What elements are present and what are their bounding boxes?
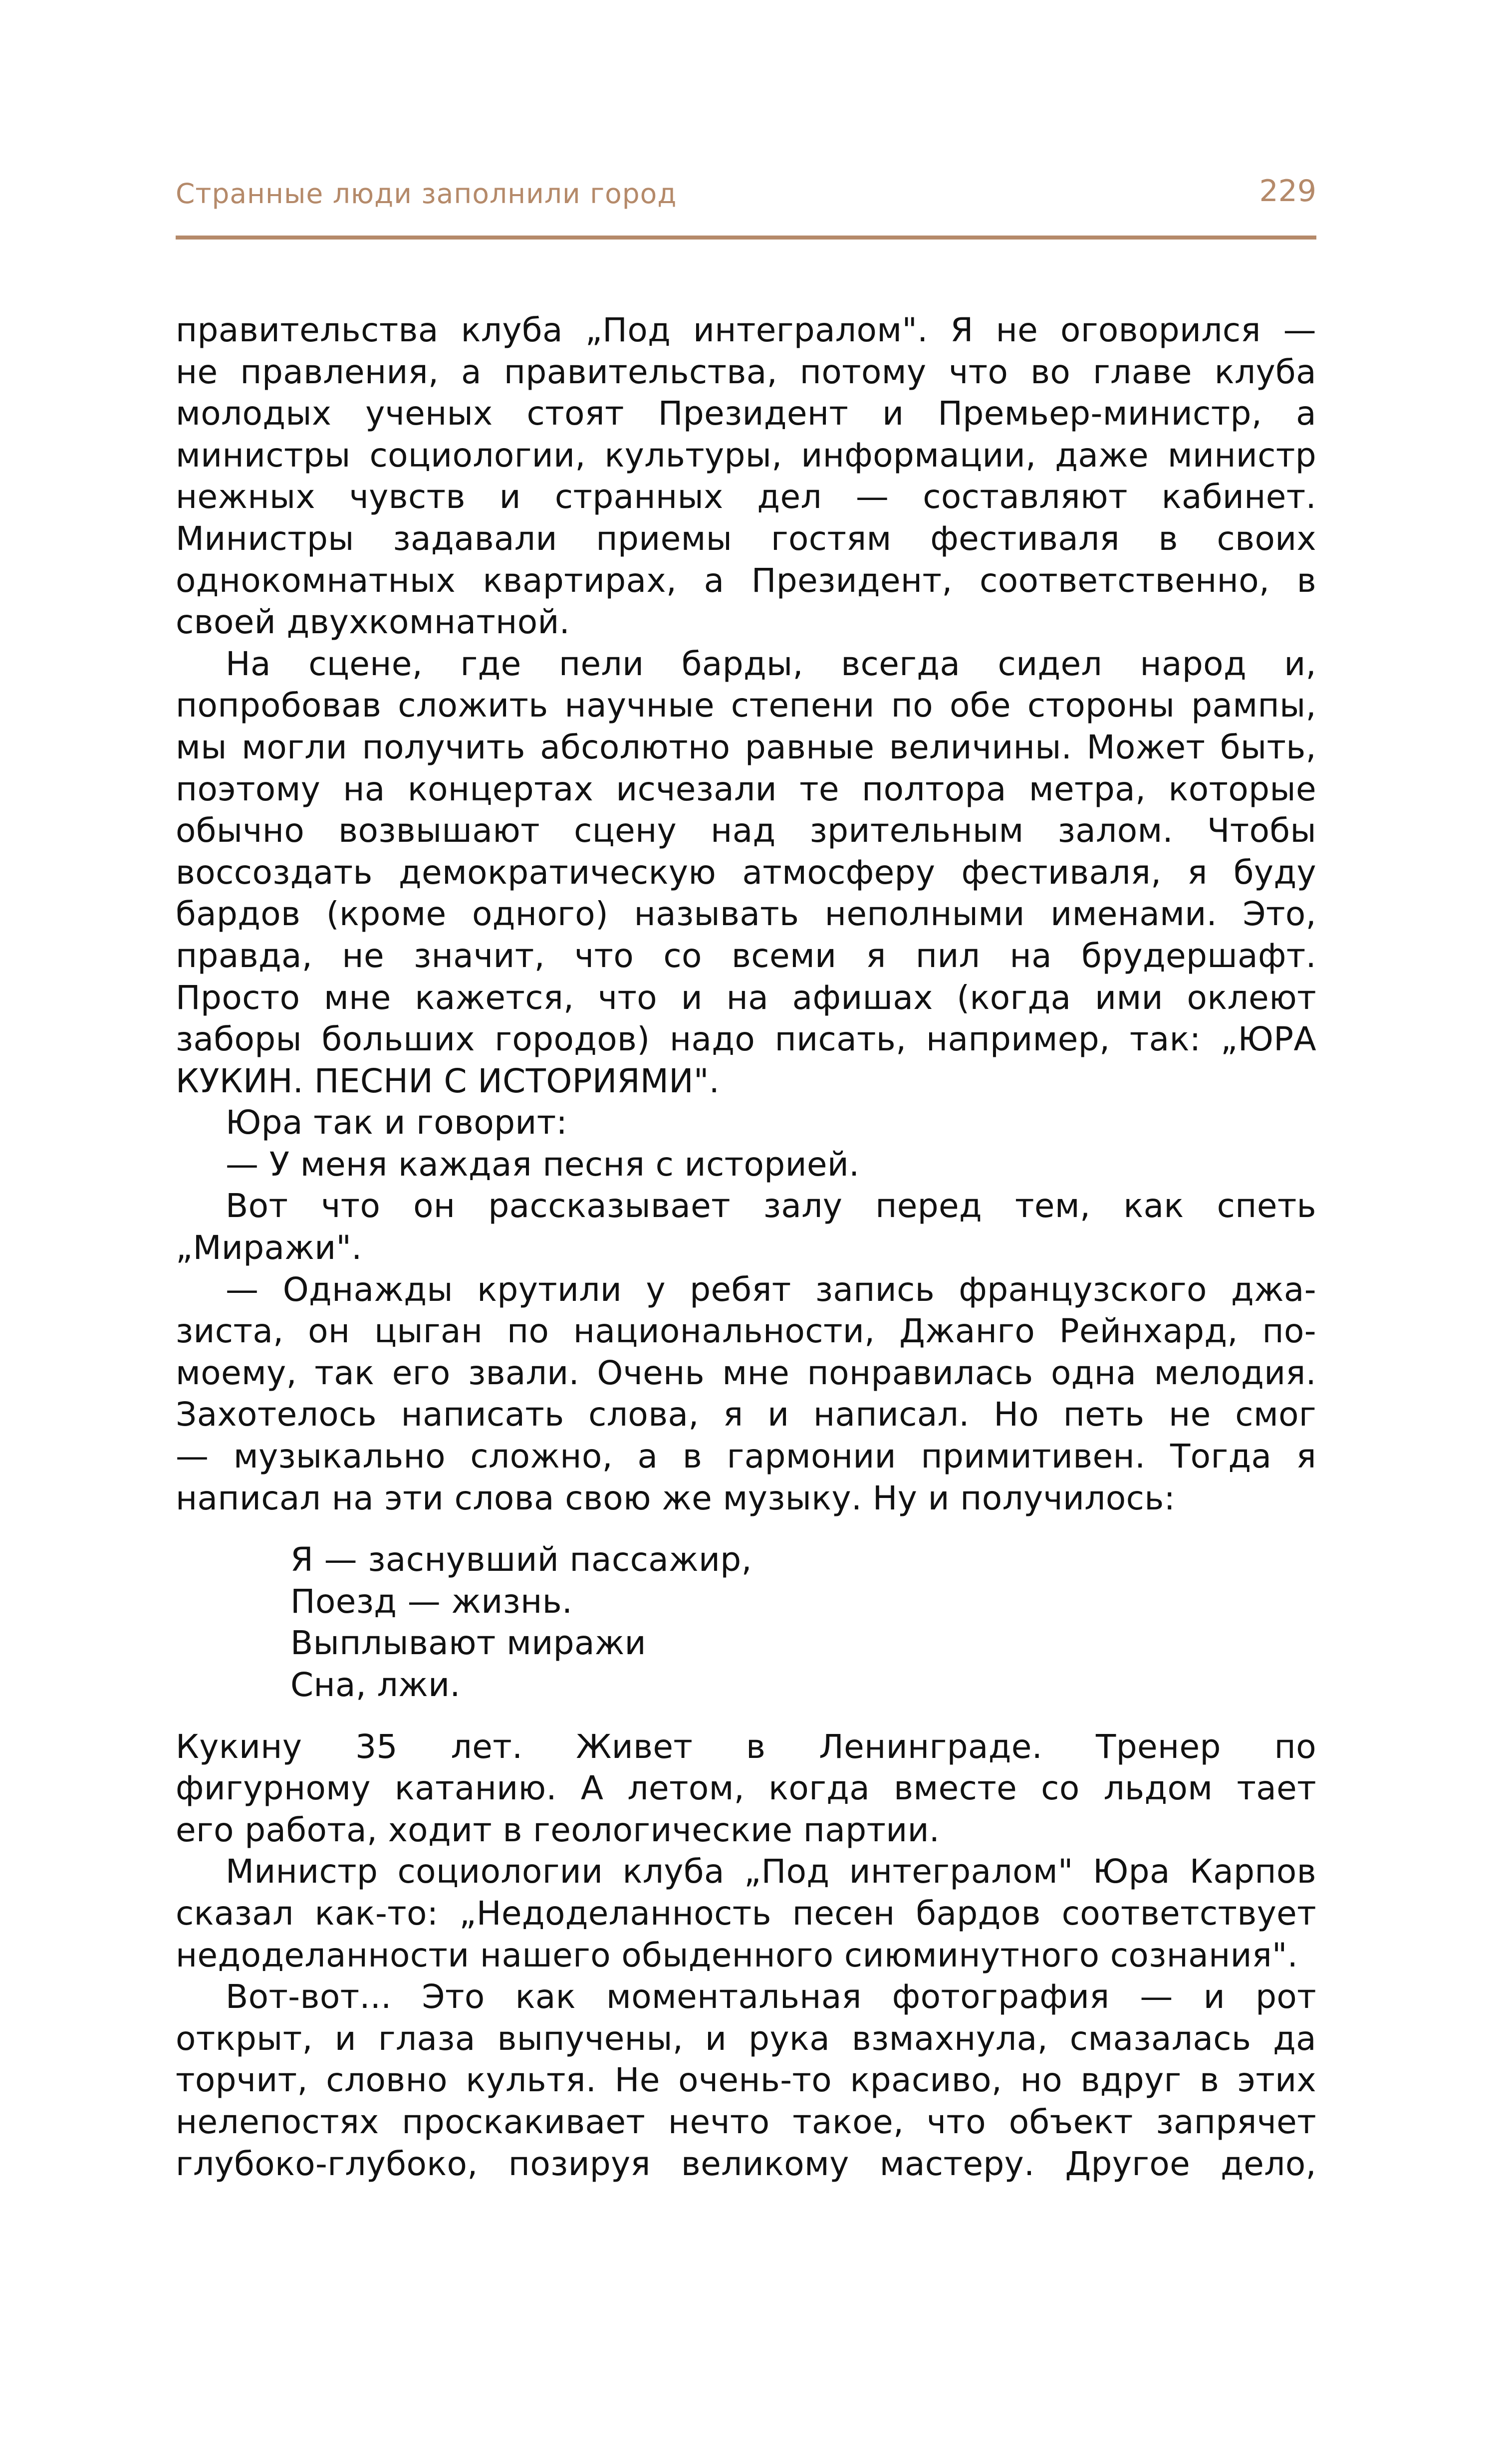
text-line: не правления, а правительства, потому что во главе клуба bbox=[176, 352, 1316, 391]
paragraph-4 bbox=[176, 1144, 1316, 1186]
page-number: 229 bbox=[1259, 174, 1316, 209]
paragraph-5 bbox=[176, 1185, 1316, 1268]
text-line: зиста, он цыган по национальности, Джанго Рейнхард, по- bbox=[176, 1312, 1316, 1351]
verse-line: Выплывают миражи bbox=[290, 1624, 646, 1663]
text-line: Министр социологии клуба „Под интегралом" Юра Карпов bbox=[226, 1852, 1316, 1891]
verse-stanza bbox=[290, 1539, 1316, 1706]
text-line: глубоко-глубоко, позируя великому мастеру. Другое дело, bbox=[176, 2144, 1316, 2183]
verse-line: Я — заснувший пассажир, bbox=[290, 1540, 752, 1579]
text-line: открыт, и глаза выпучены, и рука взмахнула, смазалась да bbox=[176, 2019, 1316, 2058]
text-line: своей двухкомнатной. bbox=[176, 603, 570, 642]
text-line: правда, не значит, что со всеми я пил на брудершафт. bbox=[176, 936, 1316, 975]
running-title: Странные люди заполнили город bbox=[176, 178, 677, 210]
text-line: „Миражи". bbox=[176, 1229, 362, 1267]
paragraph-6 bbox=[176, 1269, 1316, 1519]
text-line: министры социологии, культуры, информации, даже министр bbox=[176, 436, 1316, 475]
text-line: Юра так и говорит: bbox=[226, 1103, 568, 1142]
text-line: Министры задавали приемы гостям фестиваля в своих bbox=[176, 519, 1316, 558]
verse-line: Сна, лжи. bbox=[290, 1666, 461, 1704]
paragraph-1 bbox=[176, 309, 1316, 643]
text-line: обычно возвышают сцену над зрительным залом. Чтобы bbox=[176, 811, 1316, 850]
text-line: — У меня каждая песня с историей. bbox=[226, 1145, 860, 1184]
text-line: правительства клуба „Под интегралом". Я не оговорился — bbox=[176, 311, 1316, 349]
header-rule bbox=[176, 236, 1316, 240]
text-line: — музыкально сложно, а в гармонии примитивен. Тогда я bbox=[176, 1437, 1316, 1476]
text-line: Захотелось написать слова, я и написал. Но петь не смог bbox=[176, 1395, 1316, 1434]
text-line: КУКИН. ПЕСНИ С ИСТОРИЯМИ". bbox=[176, 1061, 720, 1100]
text-line: мы могли получить абсолютно равные величины. Может быть, bbox=[176, 728, 1316, 766]
text-line: Вот-вот... Это как моментальная фотография — и рот bbox=[226, 1977, 1316, 2016]
text-line: Кукину 35 лет. Живет в Ленинграде. Тренер по bbox=[176, 1727, 1316, 1766]
text-line: написал на эти слова свою же музыку. Ну и получилось: bbox=[176, 1478, 1176, 1517]
text-line: сказал как-то: „Недоделанность песен бардов соответствует bbox=[176, 1894, 1316, 1933]
paragraph-7 bbox=[176, 1726, 1316, 1851]
paragraph-9 bbox=[176, 1976, 1316, 2185]
paragraph-3 bbox=[176, 1102, 1316, 1144]
text-line: Вот что он рассказывает залу перед тем, как спеть bbox=[226, 1187, 1316, 1226]
text-line: нелепостях проскакивает нечто такое, что объект запрячет bbox=[176, 2102, 1316, 2141]
text-line: воссоздать демократическую атмосферу фестиваля, я буду bbox=[176, 853, 1316, 892]
text-line: торчит, словно культя. Не очень-то красиво, но вдруг в этих bbox=[176, 2061, 1316, 2100]
paragraph-2 bbox=[176, 643, 1316, 1102]
text-line: молодых ученых стоят Президент и Премьер-министр, а bbox=[176, 394, 1316, 433]
verse-line: Поезд — жизнь. bbox=[290, 1582, 573, 1621]
running-head bbox=[176, 174, 1316, 214]
text-line: заборы больших городов) надо писать, например, так: „ЮРА bbox=[176, 1020, 1316, 1059]
text-line: фигурному катанию. А летом, когда вместе со льдом тает bbox=[176, 1769, 1316, 1808]
text-line: однокомнатных квартирах, а Президент, соответственно, в bbox=[176, 561, 1316, 600]
text-line: поэтому на концертах исчезали те полтора метра, которые bbox=[176, 769, 1316, 808]
paragraph-8 bbox=[176, 1851, 1316, 1976]
text-line: — Однажды крутили у ребят запись французского джа- bbox=[226, 1270, 1316, 1309]
text-line: бардов (кроме одного) называть неполными именами. Это, bbox=[176, 895, 1316, 934]
text-line: попробовав сложить научные степени по обе стороны рампы, bbox=[176, 686, 1316, 725]
body-text bbox=[176, 309, 1316, 2185]
text-line: Просто мне кажется, что и на афишах (когда ими оклеют bbox=[176, 978, 1316, 1017]
text-line: На сцене, где пели барды, всегда сидел народ и, bbox=[226, 644, 1316, 683]
text-line: его работа, ходит в геологические партии. bbox=[176, 1810, 940, 1849]
text-line: моему, так его звали. Очень мне понравилась одна мелодия. bbox=[176, 1353, 1316, 1392]
text-line: недоделанности нашего обыденного сиюминутного сознания". bbox=[176, 1936, 1298, 1974]
text-line: нежных чувств и странных дел — составляют кабинет. bbox=[176, 478, 1316, 516]
